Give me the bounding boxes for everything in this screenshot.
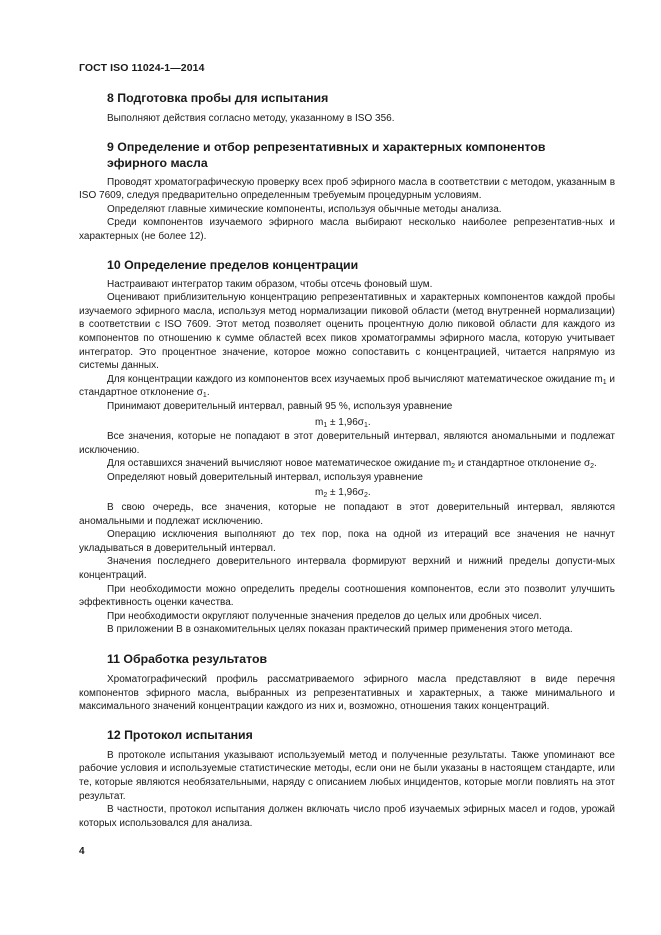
subscript-2: 2	[363, 492, 368, 500]
section-12-paragraph-1: В протоколе испытания указывают используемый метод и полученные результаты. Также упоминают все рабочие условия и используемые статистические методы, если они не были указаны в настоящем стандарте, или те, которые являются необязательными, наряду с описанием любых инцидентов, которые могли повлиять на этот результат.	[79, 749, 615, 802]
section-8-heading: 8 Подготовка пробы для испытания	[107, 91, 329, 105]
section-10-tail-paragraph-3: Значения последнего доверительного интервала формируют верхний и нижний пределы допусти-мых концентраций.	[79, 556, 615, 582]
subscript-2: 2	[451, 463, 456, 471]
subscript-1: 1	[202, 392, 207, 400]
section-10-mean1-paragraph	[79, 373, 615, 400]
section-9-paragraph-3: Среди компонентов изучаемого эфирного масла выбирают несколько наиболее репрезентатив-ных и характерных (не более 12).	[79, 217, 615, 242]
section-10-heading: 10 Определение пределов концентрации	[107, 257, 359, 272]
subscript-1: 1	[323, 421, 328, 429]
section-10-interval2-paragraph: Определяют новый доверительный интервал, используя уравнение	[107, 471, 423, 483]
subscript-1: 1	[363, 421, 368, 429]
standard-header: ГОСТ ISO 11024-1—2014	[79, 62, 205, 74]
section-10-mean2-paragraph	[79, 457, 615, 471]
eq1-m: m	[315, 416, 324, 428]
eq1-sigma: ± 1,96σ	[327, 416, 364, 428]
mean1-text-a: Для концентрации каждого из компонентов всех изучаемых проб вычисляют математическое ожидание m	[107, 373, 603, 385]
eq1-dot: .	[367, 416, 371, 428]
eq2-m: m	[315, 487, 324, 499]
mean1-text-b: и стандартное отклонение σ	[79, 373, 615, 399]
section-11-heading: 11 Обработка результатов	[107, 652, 268, 666]
section-9-paragraph-2: Определяют главные химические компоненты, используя обычные методы анализа.	[107, 203, 502, 215]
section-8-paragraph: Выполняют действия согласно методу, указанному в ISO 356.	[107, 113, 395, 124]
section-10-tail-paragraph-5: При необходимости округляют полученные значения пределов до целых или дробных чисел.	[107, 610, 542, 622]
equation-2	[79, 486, 615, 500]
subscript-2: 2	[590, 463, 595, 471]
section-10-paragraph-1: Настраивают интегратор таким образом, чтобы отсечь фоновый шум.	[107, 278, 433, 290]
section-10-tail-paragraph-1: В свою очередь, все значения, которые не попадают в этот доверительный интервал, являются аномальными и подлежат исключению.	[79, 502, 615, 527]
section-9-heading-line2: эфирного масла	[107, 155, 208, 170]
section-9-heading-line1: 9 Определение и отбор репрезентативных и характерных компонентов	[107, 139, 546, 154]
subscript-1: 1	[602, 378, 607, 386]
mean2-text-b: и стандартное отклонение σ	[455, 458, 591, 470]
document-body	[79, 90, 615, 830]
section-10-interval1-paragraph: Принимают доверительный интервал, равный 95 %, используя уравнение	[107, 400, 453, 412]
subscript-2: 2	[323, 492, 328, 500]
equation-1	[79, 416, 615, 430]
section-11-paragraph: Хроматографический профиль рассматриваемого эфирного масла представляют в виде перечня компонентов эфирного масла, выбранных из репрезентативных и характерных, а также минимального и максимального значений концентрации каждого из них и, возможно, отношения таких концентраций.	[79, 674, 615, 713]
section-10-tail-paragraph-2: Операцию исключения выполняют до тех пор, пока на одной из итераций все значения не начнут укладываться в доверительный интервал.	[79, 529, 615, 554]
section-12-heading: 12 Протокол испытания	[107, 727, 253, 742]
eq2-sigma: ± 1,96σ	[327, 487, 364, 499]
section-9-paragraph-1: Проводят хроматографическую проверку всех проб эфирного масла в соответствии с методом, указанным в ISO 7609, следуя предварительно определенным требуемым процедурным условиям.	[79, 176, 615, 202]
mean2-text-c: .	[594, 458, 597, 470]
page-number: 4	[79, 846, 85, 857]
section-10-tail-paragraph-6: В приложении В в ознакомительных целях показан практический пример применения этого метода.	[107, 624, 573, 636]
eq2-dot: .	[367, 487, 371, 499]
section-12-paragraph-2: В частности, протокол испытания должен включать число проб изучаемых эфирных масел и годов, урожай которых использовался для анализа.	[79, 804, 615, 829]
section-10-anomaly1-paragraph: Все значения, которые не попадают в этот доверительный интервал, являются аномальными и подлежат исключению.	[79, 431, 615, 456]
section-10-tail-paragraph-4: При необходимости можно определить пределы соотношения компонентов, если это позволит улучшить эффективность оценки качества.	[79, 583, 615, 609]
mean2-text-a: Для оставшихся значений вычисляют новое математическое ожидание m	[107, 458, 452, 470]
section-10-paragraph-2: Оценивают приблизительную концентрацию репрезентативных и характерных компонентов каждой пробы изучаемого эфирного масла, используя метод нормализации пиковой области (метод внутренней нормализации) в соответствии с ISO 7609. Этот метод позволяет оценить процентную долю пиковой области для каждого из компонентов по отношению к сумме областей всех пиков хроматограммы эфирного масла, которую учитывает интегратор. Это процентное значение, которое можно сопоставить с концентрацией, читается напрямую из системы данных.	[79, 292, 615, 372]
mean1-text-c: .	[206, 387, 210, 399]
